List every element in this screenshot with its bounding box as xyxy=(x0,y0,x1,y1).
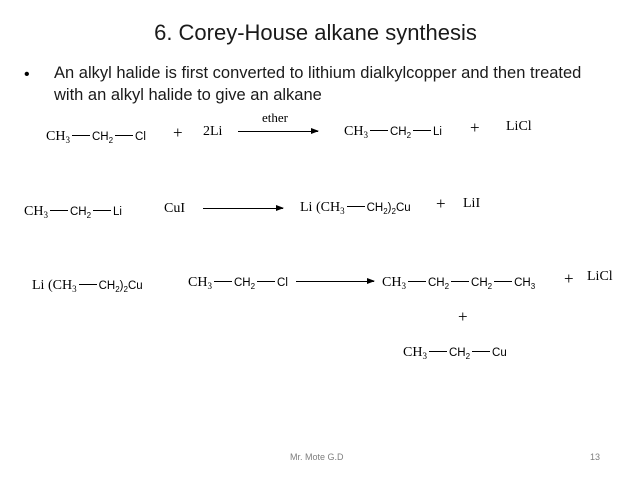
bullet-marker: • xyxy=(24,66,30,83)
reaction2-product-lithium-diethylcopper: Li ($CH_3$ $CH_2)_2Cu$ xyxy=(300,200,411,216)
reaction2-reagent-cui: CuI xyxy=(164,201,185,216)
reaction1-plus: + xyxy=(173,123,183,142)
footer-author: Mr. Mote G.D xyxy=(290,452,344,462)
reaction3-reactant-ethyl-chloride: $CH_3$ $CH_2$ Cl xyxy=(188,275,288,291)
reaction2-arrow xyxy=(203,208,283,209)
reaction2-plus: + xyxy=(436,194,446,213)
reaction1-arrow xyxy=(238,131,318,132)
reaction1-product-ethyllithium: $CH_3$ $CH_2$ Li xyxy=(344,124,442,140)
reaction1-reagent-lithium: 2Li xyxy=(203,124,223,139)
reaction2-reactant-ethyllithium: $CH_3$ $CH_2$ Li xyxy=(24,204,122,220)
reaction1-product-licl: LiCl xyxy=(506,119,532,134)
slide-title: 6. Corey-House alkane synthesis xyxy=(154,20,477,45)
reaction3-product-butane: $CH_3$ $CH_2$ $CH_2$ $CH_3$ xyxy=(382,275,536,291)
reaction3-reactant-lithium-diethylcopper: Li ($CH_3$ $CH_2)_2Cu$ xyxy=(32,278,143,294)
reaction1-reactant-ethyl-chloride: $CH_3$ $CH_2$ Cl xyxy=(46,129,146,145)
reaction3-product-licl: LiCl xyxy=(587,269,613,284)
reaction3-plus-2: + xyxy=(458,307,468,326)
bullet-text: An alkyl halide is first converted to lithium dialkylcopper and then treated with an alkyl halide to give an alkane xyxy=(54,64,582,104)
reaction3-arrow xyxy=(296,281,374,282)
reaction1-condition-ether: ether xyxy=(262,110,288,125)
reaction2-product-lii: LiI xyxy=(463,196,481,211)
footer-page-number: 13 xyxy=(590,452,601,462)
reaction3-plus: + xyxy=(564,269,574,288)
reaction1-plus-2: + xyxy=(470,118,480,137)
reaction3-product-ethylcopper: $CH_3$ $CH_2$ Cu xyxy=(403,345,507,361)
